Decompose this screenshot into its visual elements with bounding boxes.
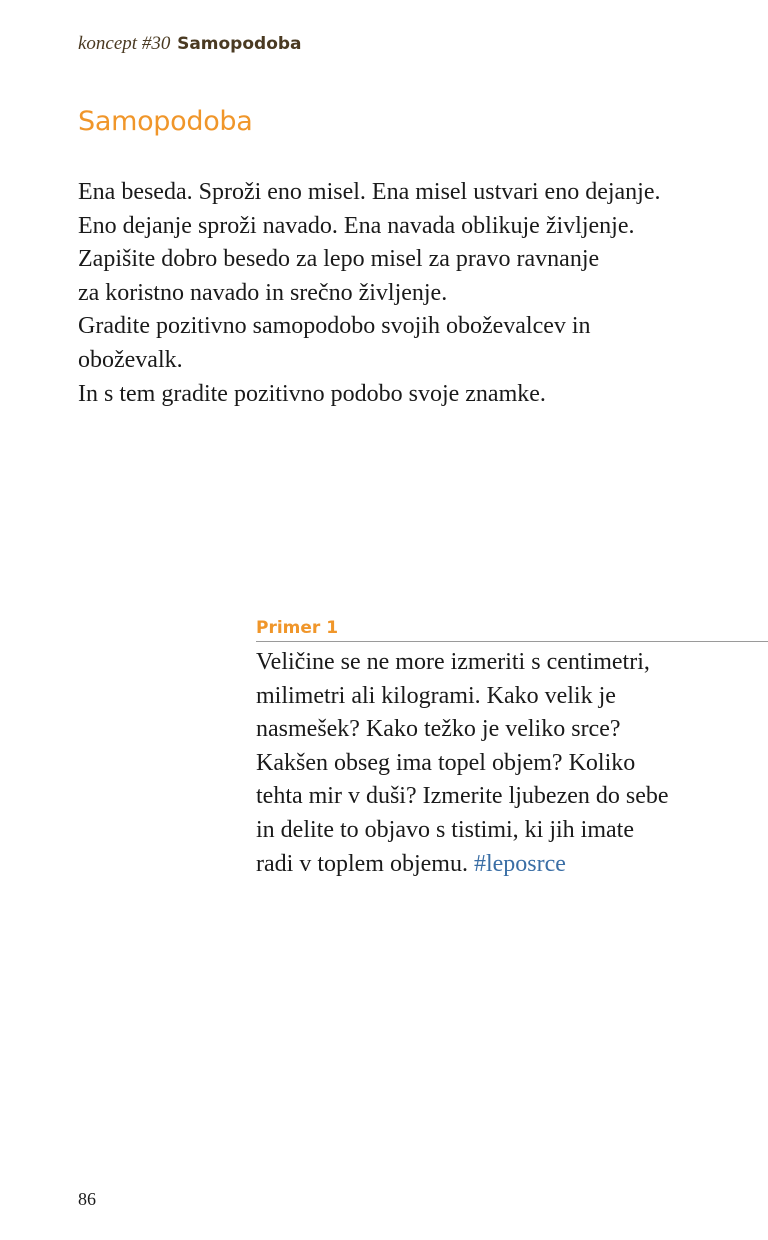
body-line: Gradite pozitivno samopodobo svojih oboževalcev in (78, 313, 591, 340)
example-line: tehta mir v duši? Izmerite ljubezen do sebe (256, 783, 669, 810)
page-number: 86 (78, 1189, 96, 1209)
concept-number: koncept #30 (78, 33, 171, 54)
hashtag-link[interactable]: #leposrce (473, 850, 566, 877)
body-paragraph (78, 176, 748, 411)
running-head (78, 32, 302, 56)
body-line: Ena beseda. Sproži eno misel. Ena misel ustvari eno dejanje. (78, 179, 661, 205)
example-line: Kakšen obseg ima topel objem? Koliko (256, 749, 636, 776)
body-line: Zapišite dobro besedo za lepo misel za pravo ravnanje (78, 246, 600, 273)
example-line: milimetri ali kilogrami. Kako velik je (256, 682, 616, 709)
example-line: nasmešek? Kako težko je veliko srce? (256, 716, 621, 743)
body-line: Eno dejanje sproži navado. Ena navada oblikuje življenje. (78, 212, 635, 239)
body-line: In s tem gradite pozitivno podobo svoje znamke. (78, 380, 546, 407)
example-line-last (256, 848, 768, 882)
example-last-line-text: radi v toplem objemu. (256, 850, 468, 877)
body-line: oboževalk. (78, 346, 183, 373)
example-line: Veličine se ne more izmeriti s centimetri, (256, 649, 650, 675)
example-line: in delite to objavo s tistimi, ki jih imate (256, 816, 634, 843)
example-label: Primer 1 (256, 616, 768, 642)
chapter-title: Samopodoba (177, 34, 302, 54)
example-text (256, 646, 768, 881)
example-box (256, 616, 768, 881)
section-title: Samopodoba (78, 106, 253, 137)
body-line: za koristno navado in srečno življenje. (78, 279, 448, 306)
